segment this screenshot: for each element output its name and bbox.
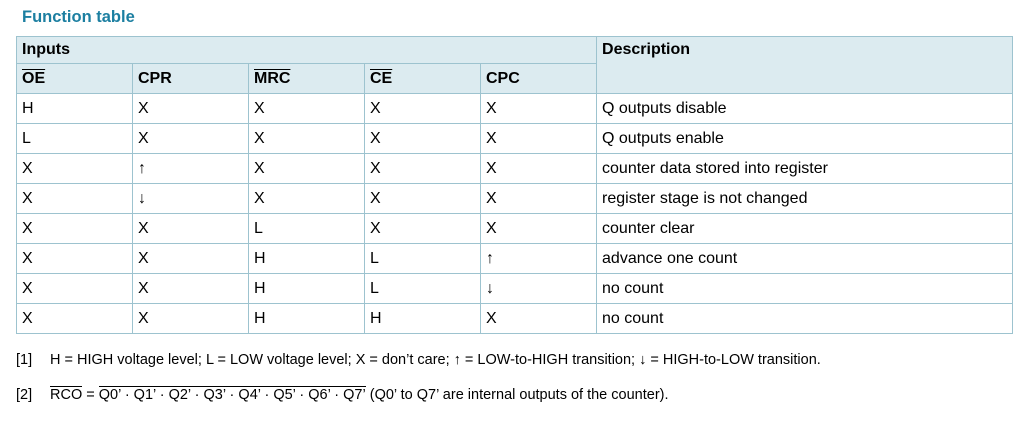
table-cell: L	[365, 244, 481, 274]
description-header: Description	[597, 37, 1013, 94]
table-row	[17, 304, 1013, 334]
column-header-label: $\overline{CE}$	[370, 69, 393, 87]
column-header-cpr	[133, 64, 249, 94]
table-cell: X	[481, 124, 597, 154]
table-cell: X	[249, 154, 365, 184]
table-cell: X	[17, 244, 133, 274]
table-cell: L	[365, 274, 481, 304]
table-cell: H	[365, 304, 481, 334]
table-cell: ↑	[481, 244, 597, 274]
table-cell: X	[17, 154, 133, 184]
column-header-label: $\overline{OE}$	[22, 69, 46, 87]
table-cell: H	[17, 94, 133, 124]
table-cell: X	[17, 274, 133, 304]
table-cell: ↑	[133, 154, 249, 184]
description-cell: counter data stored into register	[597, 154, 1013, 184]
table-cell: H	[249, 304, 365, 334]
column-header-ce	[365, 64, 481, 94]
table-cell: X	[481, 304, 597, 334]
description-cell: register stage is not changed	[597, 184, 1013, 214]
table-row	[17, 154, 1013, 184]
table-row	[17, 214, 1013, 244]
table-row	[17, 184, 1013, 214]
column-header-cpc	[481, 64, 597, 94]
section-title: Function table	[22, 8, 135, 26]
rco-signal: RCO	[50, 387, 83, 403]
table-cell: X	[17, 304, 133, 334]
description-cell: counter clear	[597, 214, 1013, 244]
table-cell: X	[133, 214, 249, 244]
description-cell: no count	[597, 304, 1013, 334]
footnote-number: [2]	[16, 387, 33, 403]
table-cell: L	[249, 214, 365, 244]
footnote-text: (Q0’ to Q7’ are internal outputs of the counter).	[365, 387, 669, 403]
table-cell: X	[365, 94, 481, 124]
table-cell: X	[481, 214, 597, 244]
table-cell: X	[17, 214, 133, 244]
table-cell: H	[249, 244, 365, 274]
column-header-label: $\overline{MRC}$	[254, 69, 291, 87]
table-cell: X	[133, 274, 249, 304]
description-cell: Q outputs enable	[597, 124, 1013, 154]
footnote-text: H = HIGH voltage level; L = LOW voltage level; X = don’t care; ↑ = LOW-to-HIGH transition; ↓ = HIGH-to-LOW transition.	[50, 352, 821, 368]
function-table	[16, 36, 1013, 334]
table-cell: X	[249, 184, 365, 214]
table-row	[17, 244, 1013, 274]
table-cell: X	[365, 124, 481, 154]
table-cell: L	[17, 124, 133, 154]
column-header-oe	[17, 64, 133, 94]
table-cell: ↓	[481, 274, 597, 304]
description-cell: advance one count	[597, 244, 1013, 274]
table-cell: H	[249, 274, 365, 304]
table-cell: X	[481, 154, 597, 184]
equals-sign: =	[82, 387, 99, 403]
table-cell: X	[249, 94, 365, 124]
table-cell: X	[365, 214, 481, 244]
column-header-label: CPC	[486, 69, 520, 87]
description-cell: Q outputs disable	[597, 94, 1013, 124]
footnote-1	[16, 352, 821, 368]
column-header-mrc	[249, 64, 365, 94]
table-row	[17, 94, 1013, 124]
table-row	[17, 274, 1013, 304]
table-cell: X	[481, 94, 597, 124]
inputs-header: Inputs	[17, 37, 597, 64]
table-cell: X	[365, 184, 481, 214]
table-cell: X	[481, 184, 597, 214]
footnote-number: [1]	[16, 352, 33, 368]
table-cell: X	[133, 304, 249, 334]
table-cell: X	[249, 124, 365, 154]
column-header-label: CPR	[138, 69, 172, 87]
table-row	[17, 124, 1013, 154]
description-cell: no count	[597, 274, 1013, 304]
table-cell: ↓	[133, 184, 249, 214]
table-cell: X	[133, 244, 249, 274]
footnote-2	[16, 386, 669, 403]
table-cell: X	[133, 124, 249, 154]
table-cell: X	[133, 94, 249, 124]
table-cell: X	[365, 154, 481, 184]
table-cell: X	[17, 184, 133, 214]
rco-expression: Q0’ · Q1’ · Q2’ · Q3’ · Q4’ · Q5’ · Q6’ · Q7’	[98, 387, 366, 403]
